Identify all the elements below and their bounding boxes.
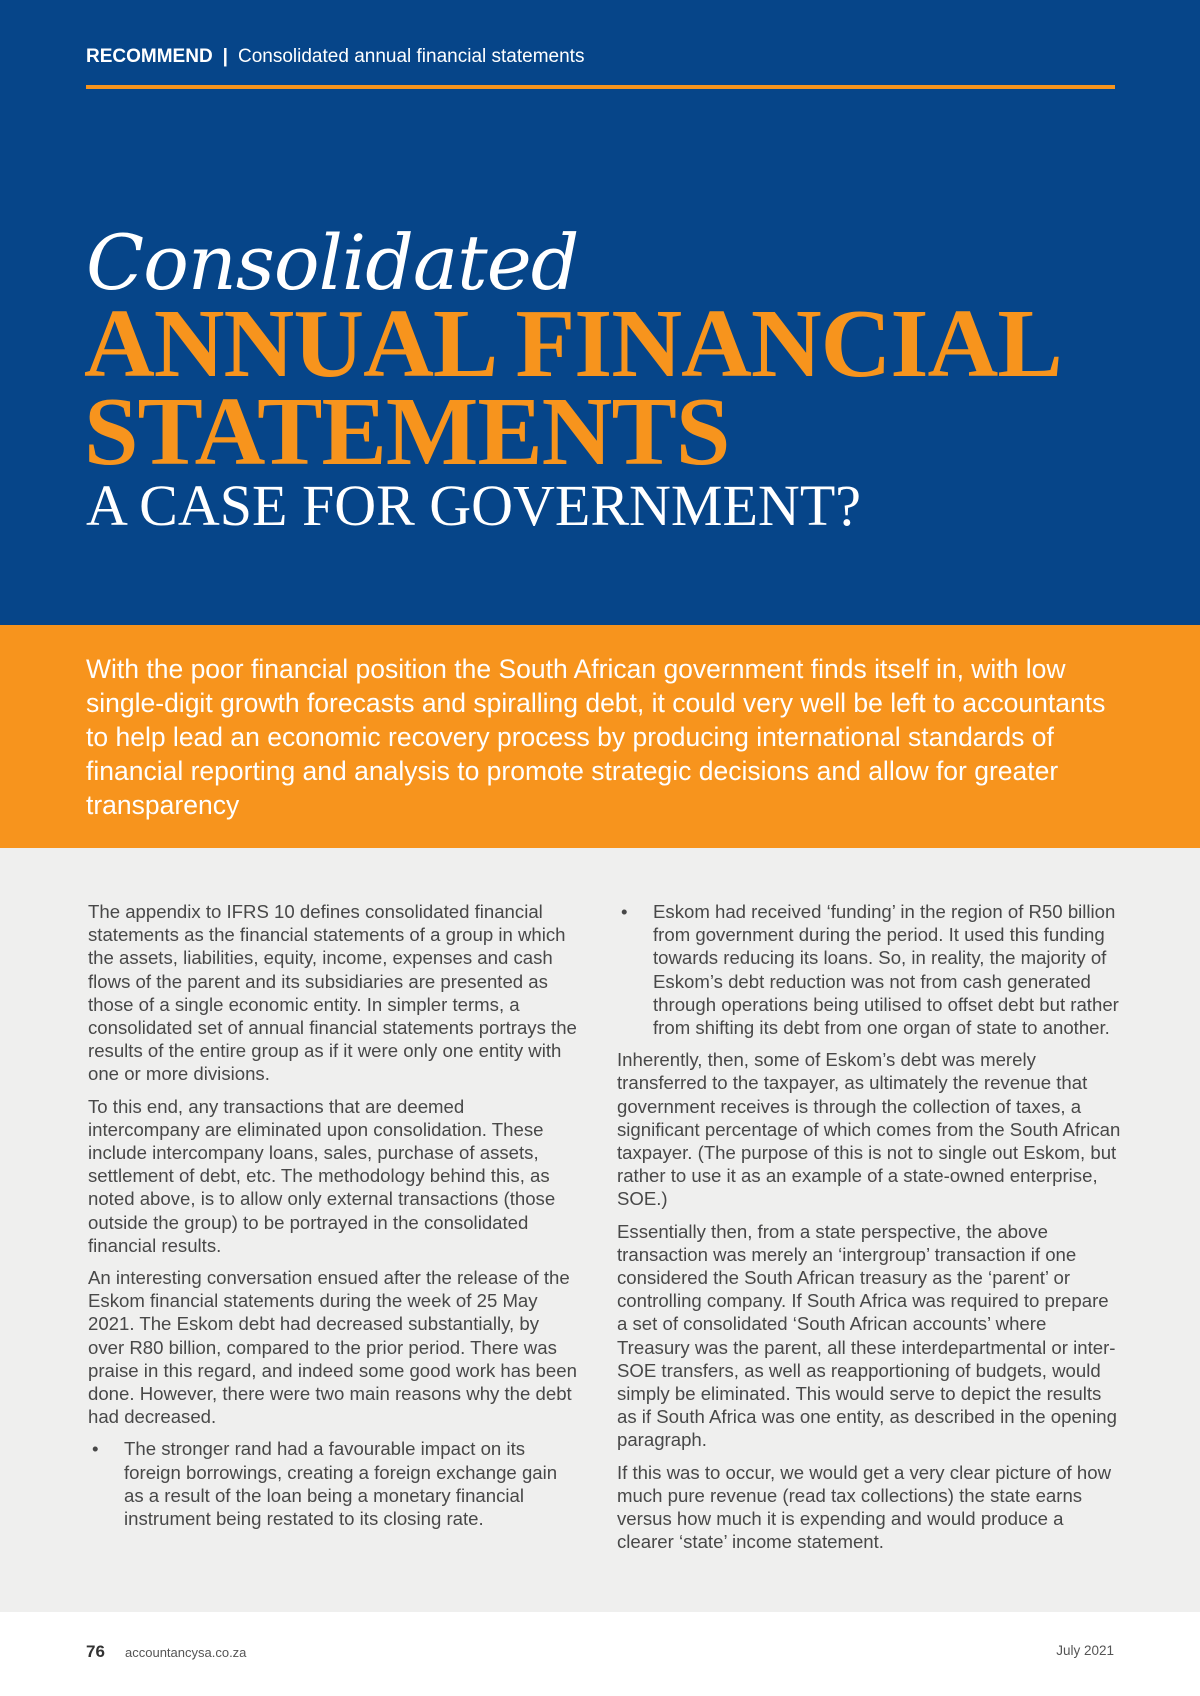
page-footer xyxy=(0,1612,1200,1696)
right-column xyxy=(617,900,1122,1562)
intro-band xyxy=(0,625,1200,848)
bullet-list xyxy=(617,900,1122,1039)
issue-date: July 2021 xyxy=(1056,1643,1114,1658)
website-link[interactable]: accountancysa.co.za xyxy=(125,1645,247,1660)
title-main xyxy=(84,290,1062,486)
kicker-separator: | xyxy=(222,46,228,67)
title-subtitle: A CASE FOR GOVERNMENT? xyxy=(86,473,861,538)
bullet-item xyxy=(617,900,1122,1039)
left-column xyxy=(88,900,578,1539)
article-body xyxy=(0,848,1200,1612)
bullet-list xyxy=(88,1437,578,1530)
bullet-glyph: • xyxy=(92,1438,99,1460)
section-kicker xyxy=(86,46,584,68)
bullet-item xyxy=(88,1437,578,1530)
page-number: 76 xyxy=(86,1642,105,1661)
paragraph: Essentially then, from a state perspective, the above transaction was merely an ‘intergroup’ transaction if one considered the South African treasury as the ‘parent’ or controlling company. If South Africa was required to prepare a set of consolidated ‘South African accounts’ where Treasury was the parent, all these interdepartmental or inter-SOE transfers, as well as reapportioning of budgets, would simply be eliminated. This would serve to depict the results as if South Africa was one entity, as described in the opening paragraph. xyxy=(617,1220,1117,1451)
header-rule xyxy=(86,85,1115,89)
title-script-line: Consolidated xyxy=(86,218,579,307)
bullet-text: The stronger rand had a favourable impact on its foreign borrowings, creating a foreign exchange gain as a result of the loan being a monetary financial instrument being restated to its closing rate. xyxy=(124,1438,558,1530)
title-main-line-2: STATEMENTS xyxy=(84,378,730,486)
intro-text: With the poor financial position the South African government finds itself in, with low single-digit growth forecasts and spiralling debt, it could very well be left to accountants to help lead an economic recovery process by producing international standards of financial reporting and analysis to promote strategic decisions and allow for greater transparency xyxy=(86,654,1106,820)
paragraph: An interesting conversation ensued after the release of the Eskom financial statements during the week of 25 May 2021. The Eskom debt had decreased substantially, by over R80 billion, compared to the prior period. There was praise in this regard, and indeed some good work has been done. However, there were two main reasons why the debt had decreased. xyxy=(88,1267,577,1428)
paragraph: If this was to occur, we would get a very clear picture of how much pure revenue (read tax collections) the state earns versus how much it is expending and would produce a clearer ‘state’ income statement. xyxy=(617,1461,1111,1553)
section-label: RECOMMEND xyxy=(86,46,213,67)
bullet-text: Eskom had received ‘funding’ in the region of R50 billion from government during the period. It used this funding towards reducing its loans. So, in reality, the majority of Eskom’s debt reduction was not from cash generated through operations being utilised to offset debt but rather from shifting its debt from one organ of state to another. xyxy=(653,901,1119,1039)
bullet-glyph: • xyxy=(621,901,628,922)
hero-banner xyxy=(0,0,1200,625)
paragraph: Inherently, then, some of Eskom’s debt was merely transferred to the taxpayer, as ultimately the revenue that government receives is through the collection of taxes, a significant percentage of which comes from the South African taxpayer. (The purpose of this is not to single out Eskom, but rather to use it as an example of a state-owned enterprise, SOE.) xyxy=(617,1049,1121,1210)
section-topic: Consolidated annual financial statements xyxy=(238,46,585,67)
paragraph: To this end, any transactions that are deemed intercompany are eliminated upon consolidation. These include intercompany loans, sales, purchase of assets, settlement of debt, etc. The methodology behind this, as noted above, is to allow only external transactions (those outside the group) to be portrayed in the consolidated financial results. xyxy=(88,1095,556,1256)
title-main-line-1: ANNUAL FINANCIAL xyxy=(84,290,1062,398)
paragraph: The appendix to IFRS 10 defines consolidated financial statements as the financial statements of a group in which the assets, liabilities, equity, income, expenses and cash flows of the parent and its subsidiaries are presented as those of a single economic entity. In simpler terms, a consolidated set of annual financial statements portrays the results of the entire group as if it were only one entity with one or more divisions. xyxy=(88,901,577,1085)
